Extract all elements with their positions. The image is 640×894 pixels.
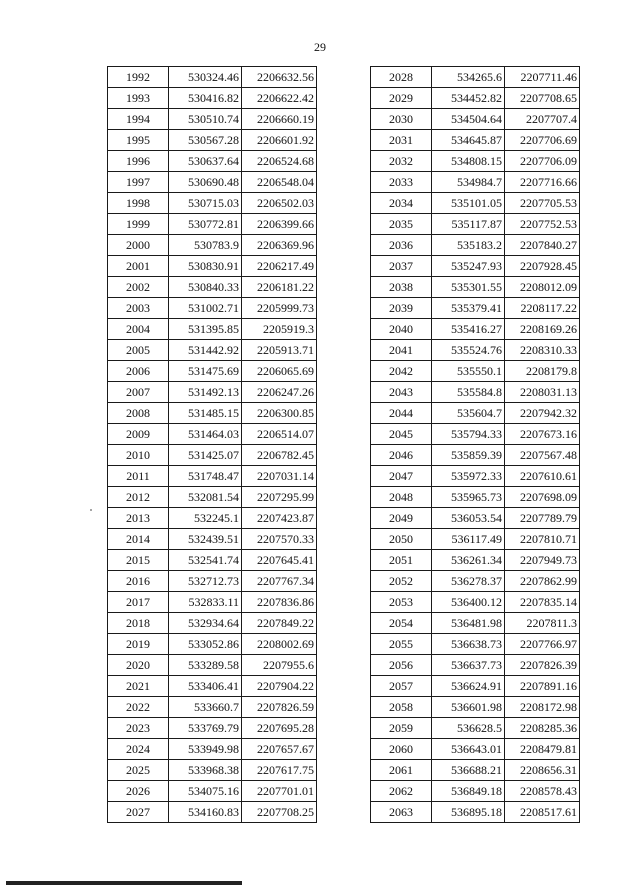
table-row bbox=[371, 634, 580, 655]
point-id-cell: 2022 bbox=[108, 697, 169, 718]
x-coordinate-cell: 532439.51 bbox=[169, 529, 242, 550]
x-coordinate-cell: 532833.11 bbox=[169, 592, 242, 613]
point-id-cell: 2056 bbox=[371, 655, 432, 676]
point-id-cell: 2045 bbox=[371, 424, 432, 445]
table-row bbox=[371, 340, 580, 361]
point-id-cell: 2047 bbox=[371, 466, 432, 487]
y-coordinate-cell: 2207708.25 bbox=[242, 802, 317, 823]
x-coordinate-cell: 531492.13 bbox=[169, 382, 242, 403]
point-id-cell: 2015 bbox=[108, 550, 169, 571]
table-row bbox=[108, 508, 317, 529]
y-coordinate-cell: 2206181.22 bbox=[242, 277, 317, 298]
table-row bbox=[371, 571, 580, 592]
y-coordinate-cell: 2207826.39 bbox=[505, 655, 580, 676]
table-row bbox=[108, 739, 317, 760]
point-id-cell: 2049 bbox=[371, 508, 432, 529]
y-coordinate-cell: 2208578.43 bbox=[505, 781, 580, 802]
y-coordinate-cell: 2206514.07 bbox=[242, 424, 317, 445]
point-id-cell: 2062 bbox=[371, 781, 432, 802]
y-coordinate-cell: 2206399.66 bbox=[242, 214, 317, 235]
point-id-cell: 2005 bbox=[108, 340, 169, 361]
table-row bbox=[371, 382, 580, 403]
y-coordinate-cell: 2206502.03 bbox=[242, 193, 317, 214]
y-coordinate-cell: 2208012.09 bbox=[505, 277, 580, 298]
y-coordinate-cell: 2207705.53 bbox=[505, 193, 580, 214]
point-id-cell: 1996 bbox=[108, 151, 169, 172]
table-row bbox=[371, 193, 580, 214]
x-coordinate-cell: 531475.69 bbox=[169, 361, 242, 382]
y-coordinate-cell: 2207706.69 bbox=[505, 130, 580, 151]
y-coordinate-cell: 2207711.46 bbox=[505, 67, 580, 88]
point-id-cell: 2003 bbox=[108, 298, 169, 319]
point-id-cell: 2024 bbox=[108, 739, 169, 760]
y-coordinate-cell: 2207567.48 bbox=[505, 445, 580, 466]
table-row bbox=[108, 655, 317, 676]
point-id-cell: 1999 bbox=[108, 214, 169, 235]
x-coordinate-cell: 536117.49 bbox=[432, 529, 505, 550]
x-coordinate-cell: 533289.58 bbox=[169, 655, 242, 676]
point-id-cell: 2061 bbox=[371, 760, 432, 781]
table-row bbox=[371, 172, 580, 193]
point-id-cell: 2051 bbox=[371, 550, 432, 571]
y-coordinate-cell: 2207673.16 bbox=[505, 424, 580, 445]
y-coordinate-cell: 2207645.41 bbox=[242, 550, 317, 571]
point-id-cell: 2044 bbox=[371, 403, 432, 424]
y-coordinate-cell: 2207826.59 bbox=[242, 697, 317, 718]
point-id-cell: 2038 bbox=[371, 277, 432, 298]
x-coordinate-cell: 530416.82 bbox=[169, 88, 242, 109]
x-coordinate-cell: 536624.91 bbox=[432, 676, 505, 697]
point-id-cell: 2027 bbox=[108, 802, 169, 823]
y-coordinate-cell: 2207810.71 bbox=[505, 529, 580, 550]
point-id-cell: 2010 bbox=[108, 445, 169, 466]
point-id-cell: 1995 bbox=[108, 130, 169, 151]
y-coordinate-cell: 2207716.66 bbox=[505, 172, 580, 193]
table-row bbox=[108, 718, 317, 739]
x-coordinate-cell: 534265.6 bbox=[432, 67, 505, 88]
point-id-cell: 2043 bbox=[371, 382, 432, 403]
scan-speck bbox=[90, 509, 92, 511]
table-row bbox=[371, 214, 580, 235]
x-coordinate-cell: 530830.91 bbox=[169, 256, 242, 277]
table-row bbox=[108, 487, 317, 508]
y-coordinate-cell: 2206369.96 bbox=[242, 235, 317, 256]
x-coordinate-cell: 535584.8 bbox=[432, 382, 505, 403]
y-coordinate-cell: 2208031.13 bbox=[505, 382, 580, 403]
point-id-cell: 2037 bbox=[371, 256, 432, 277]
y-coordinate-cell: 2207835.14 bbox=[505, 592, 580, 613]
x-coordinate-cell: 536628.5 bbox=[432, 718, 505, 739]
point-id-cell: 2006 bbox=[108, 361, 169, 382]
x-coordinate-cell: 530783.9 bbox=[169, 235, 242, 256]
y-coordinate-cell: 2207767.34 bbox=[242, 571, 317, 592]
y-coordinate-cell: 2207698.09 bbox=[505, 487, 580, 508]
table-row bbox=[371, 802, 580, 823]
point-id-cell: 2004 bbox=[108, 319, 169, 340]
x-coordinate-cell: 536261.34 bbox=[432, 550, 505, 571]
x-coordinate-cell: 531485.15 bbox=[169, 403, 242, 424]
y-coordinate-cell: 2207708.65 bbox=[505, 88, 580, 109]
y-coordinate-cell: 2206601.92 bbox=[242, 130, 317, 151]
y-coordinate-cell: 2207706.09 bbox=[505, 151, 580, 172]
table-row bbox=[108, 382, 317, 403]
table-row bbox=[108, 277, 317, 298]
table-row bbox=[108, 550, 317, 571]
table-row bbox=[108, 340, 317, 361]
table-row bbox=[371, 718, 580, 739]
point-id-cell: 2042 bbox=[371, 361, 432, 382]
table-row bbox=[371, 67, 580, 88]
point-id-cell: 2023 bbox=[108, 718, 169, 739]
coordinate-table-left bbox=[107, 66, 317, 823]
x-coordinate-cell: 535117.87 bbox=[432, 214, 505, 235]
point-id-cell: 1998 bbox=[108, 193, 169, 214]
table-row bbox=[371, 298, 580, 319]
x-coordinate-cell: 536895.18 bbox=[432, 802, 505, 823]
x-coordinate-cell: 535301.55 bbox=[432, 277, 505, 298]
x-coordinate-cell: 534160.83 bbox=[169, 802, 242, 823]
x-coordinate-cell: 534984.7 bbox=[432, 172, 505, 193]
point-id-cell: 2018 bbox=[108, 613, 169, 634]
x-coordinate-cell: 535604.7 bbox=[432, 403, 505, 424]
table-row bbox=[108, 193, 317, 214]
table-row bbox=[371, 445, 580, 466]
table-row bbox=[108, 130, 317, 151]
x-coordinate-cell: 531464.03 bbox=[169, 424, 242, 445]
table-row bbox=[108, 256, 317, 277]
x-coordinate-cell: 532541.74 bbox=[169, 550, 242, 571]
table-row bbox=[108, 403, 317, 424]
y-coordinate-cell: 2207942.32 bbox=[505, 403, 580, 424]
point-id-cell: 2025 bbox=[108, 760, 169, 781]
point-id-cell: 2032 bbox=[371, 151, 432, 172]
point-id-cell: 2057 bbox=[371, 676, 432, 697]
point-id-cell: 1997 bbox=[108, 172, 169, 193]
point-id-cell: 2053 bbox=[371, 592, 432, 613]
y-coordinate-cell: 2205919.3 bbox=[242, 319, 317, 340]
table-row bbox=[108, 571, 317, 592]
x-coordinate-cell: 530690.48 bbox=[169, 172, 242, 193]
y-coordinate-cell: 2205913.71 bbox=[242, 340, 317, 361]
x-coordinate-cell: 534645.87 bbox=[432, 130, 505, 151]
y-coordinate-cell: 2207657.67 bbox=[242, 739, 317, 760]
table-row bbox=[371, 550, 580, 571]
point-id-cell: 2028 bbox=[371, 67, 432, 88]
bottom-rule bbox=[6, 881, 242, 885]
point-id-cell: 1993 bbox=[108, 88, 169, 109]
x-coordinate-cell: 536601.98 bbox=[432, 697, 505, 718]
table-row bbox=[371, 655, 580, 676]
table-row bbox=[108, 697, 317, 718]
table-row bbox=[108, 172, 317, 193]
y-coordinate-cell: 2207295.99 bbox=[242, 487, 317, 508]
y-coordinate-cell: 2208179.8 bbox=[505, 361, 580, 382]
x-coordinate-cell: 535550.1 bbox=[432, 361, 505, 382]
point-id-cell: 2052 bbox=[371, 571, 432, 592]
x-coordinate-cell: 535247.93 bbox=[432, 256, 505, 277]
table-row bbox=[371, 361, 580, 382]
point-id-cell: 2030 bbox=[371, 109, 432, 130]
table-row bbox=[371, 151, 580, 172]
point-id-cell: 2012 bbox=[108, 487, 169, 508]
x-coordinate-cell: 532245.1 bbox=[169, 508, 242, 529]
table-row bbox=[108, 214, 317, 235]
coordinate-table-right bbox=[370, 66, 580, 823]
x-coordinate-cell: 534504.64 bbox=[432, 109, 505, 130]
table-row bbox=[108, 88, 317, 109]
x-coordinate-cell: 536481.98 bbox=[432, 613, 505, 634]
table-row bbox=[371, 319, 580, 340]
x-coordinate-cell: 536688.21 bbox=[432, 760, 505, 781]
y-coordinate-cell: 2206622.42 bbox=[242, 88, 317, 109]
y-coordinate-cell: 2207928.45 bbox=[505, 256, 580, 277]
x-coordinate-cell: 533052.86 bbox=[169, 634, 242, 655]
table-row bbox=[108, 298, 317, 319]
point-id-cell: 1994 bbox=[108, 109, 169, 130]
table-row bbox=[371, 508, 580, 529]
x-coordinate-cell: 531748.47 bbox=[169, 466, 242, 487]
y-coordinate-cell: 2208479.81 bbox=[505, 739, 580, 760]
table-row bbox=[371, 760, 580, 781]
point-id-cell: 2001 bbox=[108, 256, 169, 277]
y-coordinate-cell: 2206217.49 bbox=[242, 256, 317, 277]
point-id-cell: 2050 bbox=[371, 529, 432, 550]
y-coordinate-cell: 2208002.69 bbox=[242, 634, 317, 655]
point-id-cell: 1992 bbox=[108, 67, 169, 88]
x-coordinate-cell: 532934.64 bbox=[169, 613, 242, 634]
y-coordinate-cell: 2207766.97 bbox=[505, 634, 580, 655]
point-id-cell: 2011 bbox=[108, 466, 169, 487]
y-coordinate-cell: 2206548.04 bbox=[242, 172, 317, 193]
y-coordinate-cell: 2207610.61 bbox=[505, 466, 580, 487]
y-coordinate-cell: 2207849.22 bbox=[242, 613, 317, 634]
x-coordinate-cell: 535379.41 bbox=[432, 298, 505, 319]
table-row bbox=[371, 88, 580, 109]
y-coordinate-cell: 2207840.27 bbox=[505, 235, 580, 256]
table-row bbox=[371, 109, 580, 130]
table-row bbox=[108, 529, 317, 550]
y-coordinate-cell: 2207836.86 bbox=[242, 592, 317, 613]
y-coordinate-cell: 2207617.75 bbox=[242, 760, 317, 781]
point-id-cell: 2017 bbox=[108, 592, 169, 613]
table-row bbox=[108, 676, 317, 697]
point-id-cell: 2021 bbox=[108, 676, 169, 697]
x-coordinate-cell: 530637.64 bbox=[169, 151, 242, 172]
point-id-cell: 2036 bbox=[371, 235, 432, 256]
table-row bbox=[371, 235, 580, 256]
point-id-cell: 2041 bbox=[371, 340, 432, 361]
table-row bbox=[371, 613, 580, 634]
y-coordinate-cell: 2207955.6 bbox=[242, 655, 317, 676]
y-coordinate-cell: 2205999.73 bbox=[242, 298, 317, 319]
point-id-cell: 2035 bbox=[371, 214, 432, 235]
table-row bbox=[371, 256, 580, 277]
x-coordinate-cell: 535524.76 bbox=[432, 340, 505, 361]
table-row bbox=[108, 760, 317, 781]
y-coordinate-cell: 2207423.87 bbox=[242, 508, 317, 529]
y-coordinate-cell: 2206300.85 bbox=[242, 403, 317, 424]
x-coordinate-cell: 534075.16 bbox=[169, 781, 242, 802]
table-row bbox=[108, 634, 317, 655]
table-row bbox=[108, 613, 317, 634]
y-coordinate-cell: 2207904.22 bbox=[242, 676, 317, 697]
point-id-cell: 2039 bbox=[371, 298, 432, 319]
y-coordinate-cell: 2207570.33 bbox=[242, 529, 317, 550]
x-coordinate-cell: 535965.73 bbox=[432, 487, 505, 508]
table-row bbox=[108, 781, 317, 802]
x-coordinate-cell: 531002.71 bbox=[169, 298, 242, 319]
table-row bbox=[371, 424, 580, 445]
x-coordinate-cell: 535859.39 bbox=[432, 445, 505, 466]
x-coordinate-cell: 531395.85 bbox=[169, 319, 242, 340]
x-coordinate-cell: 530715.03 bbox=[169, 193, 242, 214]
point-id-cell: 2013 bbox=[108, 508, 169, 529]
point-id-cell: 2034 bbox=[371, 193, 432, 214]
point-id-cell: 2014 bbox=[108, 529, 169, 550]
x-coordinate-cell: 533968.38 bbox=[169, 760, 242, 781]
x-coordinate-cell: 530510.74 bbox=[169, 109, 242, 130]
point-id-cell: 2046 bbox=[371, 445, 432, 466]
y-coordinate-cell: 2207891.16 bbox=[505, 676, 580, 697]
point-id-cell: 2009 bbox=[108, 424, 169, 445]
y-coordinate-cell: 2206632.56 bbox=[242, 67, 317, 88]
table-row bbox=[108, 67, 317, 88]
x-coordinate-cell: 530840.33 bbox=[169, 277, 242, 298]
point-id-cell: 2033 bbox=[371, 172, 432, 193]
y-coordinate-cell: 2208310.33 bbox=[505, 340, 580, 361]
table-row bbox=[371, 739, 580, 760]
x-coordinate-cell: 533660.7 bbox=[169, 697, 242, 718]
table-row bbox=[108, 151, 317, 172]
table-row bbox=[108, 361, 317, 382]
y-coordinate-cell: 2208656.31 bbox=[505, 760, 580, 781]
y-coordinate-cell: 2207789.79 bbox=[505, 508, 580, 529]
table-row bbox=[108, 424, 317, 445]
x-coordinate-cell: 533769.79 bbox=[169, 718, 242, 739]
y-coordinate-cell: 2206782.45 bbox=[242, 445, 317, 466]
table-row bbox=[371, 529, 580, 550]
point-id-cell: 2058 bbox=[371, 697, 432, 718]
point-id-cell: 2040 bbox=[371, 319, 432, 340]
table-row bbox=[371, 487, 580, 508]
y-coordinate-cell: 2206524.68 bbox=[242, 151, 317, 172]
x-coordinate-cell: 534808.15 bbox=[432, 151, 505, 172]
y-coordinate-cell: 2207701.01 bbox=[242, 781, 317, 802]
x-coordinate-cell: 536637.73 bbox=[432, 655, 505, 676]
point-id-cell: 2019 bbox=[108, 634, 169, 655]
table-row bbox=[108, 802, 317, 823]
point-id-cell: 2020 bbox=[108, 655, 169, 676]
point-id-cell: 2031 bbox=[371, 130, 432, 151]
table-row bbox=[371, 130, 580, 151]
x-coordinate-cell: 531425.07 bbox=[169, 445, 242, 466]
table-row bbox=[108, 466, 317, 487]
table-row bbox=[371, 781, 580, 802]
table-row bbox=[108, 235, 317, 256]
table-row bbox=[371, 277, 580, 298]
x-coordinate-cell: 535794.33 bbox=[432, 424, 505, 445]
x-coordinate-cell: 530772.81 bbox=[169, 214, 242, 235]
x-coordinate-cell: 533949.98 bbox=[169, 739, 242, 760]
x-coordinate-cell: 530324.46 bbox=[169, 67, 242, 88]
point-id-cell: 2060 bbox=[371, 739, 432, 760]
y-coordinate-cell: 2207811.3 bbox=[505, 613, 580, 634]
point-id-cell: 2054 bbox=[371, 613, 432, 634]
x-coordinate-cell: 536400.12 bbox=[432, 592, 505, 613]
table-row bbox=[371, 676, 580, 697]
page-number: 29 bbox=[314, 40, 326, 54]
point-id-cell: 2055 bbox=[371, 634, 432, 655]
table-row bbox=[371, 697, 580, 718]
point-id-cell: 2007 bbox=[108, 382, 169, 403]
table-row bbox=[108, 319, 317, 340]
point-id-cell: 2063 bbox=[371, 802, 432, 823]
x-coordinate-cell: 533406.41 bbox=[169, 676, 242, 697]
x-coordinate-cell: 536053.54 bbox=[432, 508, 505, 529]
y-coordinate-cell: 2207949.73 bbox=[505, 550, 580, 571]
table-row bbox=[108, 592, 317, 613]
table-row bbox=[371, 466, 580, 487]
x-coordinate-cell: 531442.92 bbox=[169, 340, 242, 361]
y-coordinate-cell: 2207695.28 bbox=[242, 718, 317, 739]
x-coordinate-cell: 535183.2 bbox=[432, 235, 505, 256]
x-coordinate-cell: 536849.18 bbox=[432, 781, 505, 802]
y-coordinate-cell: 2208285.36 bbox=[505, 718, 580, 739]
point-id-cell: 2029 bbox=[371, 88, 432, 109]
x-coordinate-cell: 535101.05 bbox=[432, 193, 505, 214]
y-coordinate-cell: 2208517.61 bbox=[505, 802, 580, 823]
y-coordinate-cell: 2206660.19 bbox=[242, 109, 317, 130]
x-coordinate-cell: 530567.28 bbox=[169, 130, 242, 151]
point-id-cell: 2059 bbox=[371, 718, 432, 739]
y-coordinate-cell: 2207862.99 bbox=[505, 571, 580, 592]
x-coordinate-cell: 536638.73 bbox=[432, 634, 505, 655]
y-coordinate-cell: 2207707.4 bbox=[505, 109, 580, 130]
point-id-cell: 2002 bbox=[108, 277, 169, 298]
x-coordinate-cell: 532712.73 bbox=[169, 571, 242, 592]
y-coordinate-cell: 2206065.69 bbox=[242, 361, 317, 382]
point-id-cell: 2048 bbox=[371, 487, 432, 508]
point-id-cell: 2016 bbox=[108, 571, 169, 592]
table-row bbox=[108, 109, 317, 130]
y-coordinate-cell: 2207752.53 bbox=[505, 214, 580, 235]
x-coordinate-cell: 532081.54 bbox=[169, 487, 242, 508]
y-coordinate-cell: 2207031.14 bbox=[242, 466, 317, 487]
point-id-cell: 2026 bbox=[108, 781, 169, 802]
x-coordinate-cell: 536643.01 bbox=[432, 739, 505, 760]
table-row bbox=[108, 445, 317, 466]
point-id-cell: 2000 bbox=[108, 235, 169, 256]
x-coordinate-cell: 535972.33 bbox=[432, 466, 505, 487]
table-row bbox=[371, 592, 580, 613]
x-coordinate-cell: 534452.82 bbox=[432, 88, 505, 109]
x-coordinate-cell: 536278.37 bbox=[432, 571, 505, 592]
y-coordinate-cell: 2206247.26 bbox=[242, 382, 317, 403]
table-row bbox=[371, 403, 580, 424]
x-coordinate-cell: 535416.27 bbox=[432, 319, 505, 340]
y-coordinate-cell: 2208117.22 bbox=[505, 298, 580, 319]
point-id-cell: 2008 bbox=[108, 403, 169, 424]
y-coordinate-cell: 2208172.98 bbox=[505, 697, 580, 718]
y-coordinate-cell: 2208169.26 bbox=[505, 319, 580, 340]
